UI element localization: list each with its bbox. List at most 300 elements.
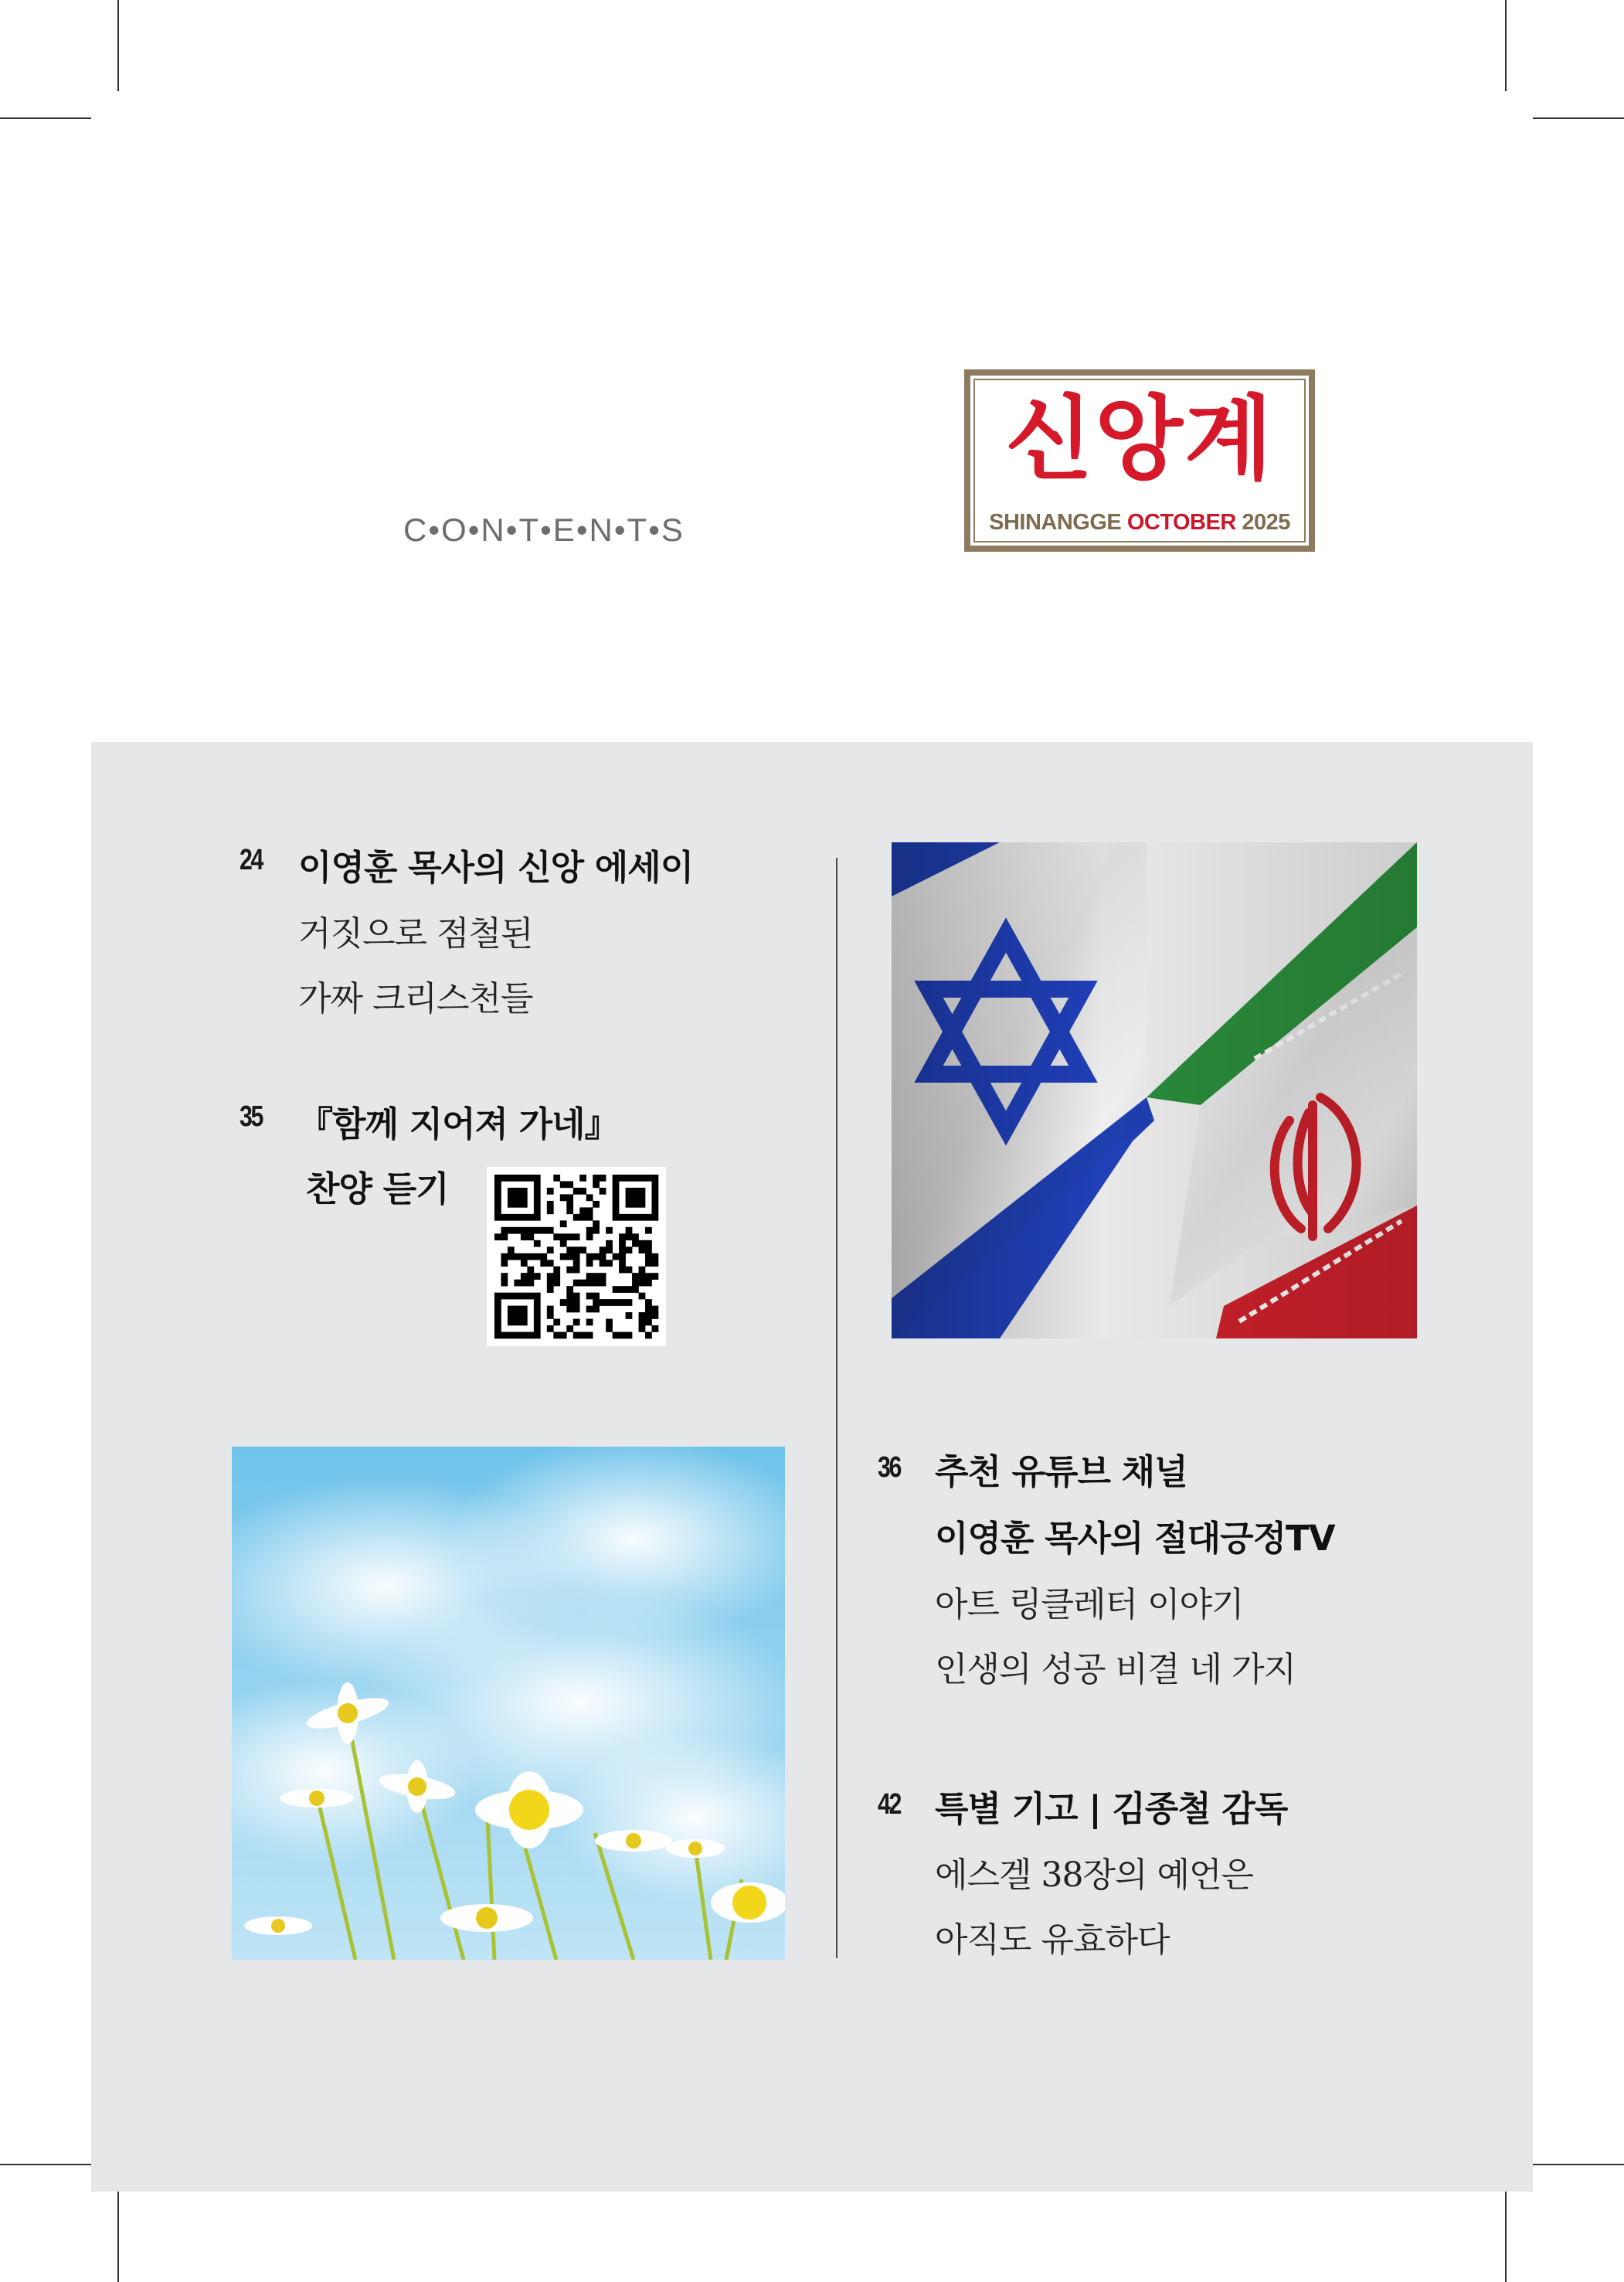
qr-module	[573, 1293, 580, 1300]
qr-module	[586, 1214, 593, 1221]
qr-module	[613, 1201, 620, 1208]
qr-module	[632, 1194, 639, 1201]
qr-module	[527, 1267, 534, 1274]
qr-module	[645, 1246, 652, 1253]
qr-module	[593, 1273, 600, 1280]
qr-module	[534, 1181, 541, 1188]
qr-module	[593, 1299, 600, 1306]
qr-module	[579, 1175, 586, 1182]
qr-module	[626, 1194, 633, 1201]
qr-module	[494, 1299, 501, 1306]
entry-subtitle-line: 에스겔 38장의 예언은	[935, 1855, 1253, 1895]
qr-module	[508, 1312, 515, 1319]
qr-module	[619, 1214, 626, 1221]
qr-module	[586, 1319, 593, 1326]
qr-module	[639, 1194, 646, 1201]
qr-module	[560, 1233, 567, 1240]
qr-module	[632, 1188, 639, 1195]
qr-module	[626, 1201, 633, 1208]
crop-mark-bl-v	[117, 2192, 119, 2282]
qr-module	[579, 1214, 586, 1221]
qr-module	[494, 1175, 501, 1182]
qr-module	[547, 1246, 554, 1253]
qr-module	[521, 1194, 528, 1201]
qr-module	[521, 1332, 528, 1339]
entry-heading[interactable]: 이영훈 목사의 신앙 에세이	[298, 847, 694, 888]
crop-mark-tr-v	[1505, 0, 1507, 91]
qr-module	[566, 1293, 573, 1300]
qr-module	[514, 1312, 521, 1319]
logo-month: OCTOBER	[1126, 510, 1236, 535]
qr-module	[560, 1181, 567, 1188]
qr-module	[593, 1201, 600, 1208]
qr-module	[606, 1227, 613, 1234]
qr-module	[573, 1188, 580, 1195]
entry-page-number: 35	[240, 1100, 263, 1133]
qr-module	[566, 1194, 573, 1201]
qr-module	[593, 1175, 600, 1182]
qr-module	[626, 1267, 633, 1274]
daisy-flowers-photo	[232, 1447, 785, 1960]
qr-module	[652, 1273, 659, 1280]
qr-module	[573, 1246, 580, 1253]
qr-module	[560, 1299, 567, 1306]
qr-module	[514, 1332, 521, 1339]
qr-module	[626, 1312, 633, 1319]
qr-module	[606, 1240, 613, 1247]
qr-module	[645, 1240, 652, 1247]
qr-code[interactable]	[487, 1167, 666, 1346]
qr-module	[652, 1175, 659, 1182]
entry-page-number: 42	[878, 1788, 901, 1821]
qr-module	[508, 1188, 515, 1195]
qr-module	[508, 1246, 515, 1253]
qr-module	[527, 1175, 534, 1182]
qr-module	[553, 1233, 560, 1240]
qr-module	[573, 1214, 580, 1221]
qr-module	[652, 1260, 659, 1267]
qr-module	[521, 1260, 528, 1267]
qr-module	[645, 1332, 652, 1339]
qr-module	[613, 1207, 620, 1214]
qr-module	[593, 1181, 600, 1188]
qr-module	[586, 1233, 593, 1240]
qr-module	[652, 1253, 659, 1260]
qr-module	[645, 1253, 652, 1260]
qr-module	[534, 1240, 541, 1247]
qr-module	[514, 1306, 521, 1313]
qr-module	[508, 1175, 515, 1182]
qr-module	[514, 1188, 521, 1195]
qr-module	[626, 1332, 633, 1339]
qr-module	[508, 1332, 515, 1339]
qr-module	[514, 1293, 521, 1300]
qr-module	[600, 1188, 606, 1195]
qr-module	[566, 1286, 573, 1293]
qr-module	[586, 1332, 593, 1339]
column-divider	[836, 858, 837, 1958]
qr-module	[514, 1214, 521, 1221]
entry-subtitle-line: 거짓으로 점철된	[298, 914, 533, 954]
qr-module	[645, 1280, 652, 1287]
qr-module	[521, 1201, 528, 1208]
qr-code-image	[487, 1167, 666, 1346]
qr-module	[547, 1207, 554, 1214]
qr-module	[508, 1253, 515, 1260]
qr-module	[494, 1312, 501, 1319]
qr-module	[645, 1214, 652, 1221]
qr-module	[521, 1227, 528, 1234]
qr-module	[566, 1253, 573, 1260]
qr-module	[527, 1253, 534, 1260]
qr-module	[606, 1299, 613, 1306]
qr-module	[508, 1319, 515, 1326]
qr-module	[600, 1280, 606, 1287]
qr-module	[534, 1207, 541, 1214]
qr-module	[527, 1273, 534, 1280]
qr-module	[586, 1253, 593, 1260]
entry-subtitle-line: 아트 링클레터 이야기	[935, 1585, 1244, 1624]
entry-page-number: 36	[878, 1451, 901, 1484]
qr-module	[514, 1175, 521, 1182]
qr-module	[613, 1188, 620, 1195]
qr-module	[547, 1273, 554, 1280]
qr-module	[521, 1293, 528, 1300]
qr-module	[613, 1214, 620, 1221]
qr-module	[501, 1214, 508, 1221]
qr-module	[521, 1188, 528, 1195]
qr-module	[639, 1188, 646, 1195]
qr-module	[501, 1253, 508, 1260]
qr-module	[645, 1299, 652, 1306]
qr-module	[527, 1332, 534, 1339]
qr-module	[613, 1194, 620, 1201]
crop-mark-br-h	[1533, 2164, 1624, 2165]
qr-module	[547, 1325, 554, 1332]
qr-module	[501, 1227, 508, 1234]
qr-module	[600, 1273, 606, 1280]
qr-module	[613, 1253, 620, 1260]
crop-mark-tl-v	[117, 0, 119, 91]
qr-module	[566, 1181, 573, 1188]
qr-module	[619, 1175, 626, 1182]
qr-module	[573, 1319, 580, 1326]
qr-module	[579, 1332, 586, 1339]
qr-module	[645, 1312, 652, 1319]
qr-module	[619, 1299, 626, 1306]
qr-module	[593, 1220, 600, 1227]
qr-module	[501, 1175, 508, 1182]
qr-module	[573, 1260, 580, 1267]
entry-heading[interactable]: 『함께 지어져 가네』	[298, 1104, 619, 1144]
qr-module	[566, 1299, 573, 1306]
contents-label: C•O•N•T•E•N•T•S	[403, 512, 685, 548]
qr-module	[501, 1332, 508, 1339]
qr-module	[508, 1214, 515, 1221]
qr-module	[639, 1319, 646, 1326]
qr-module	[626, 1246, 633, 1253]
qr-module	[586, 1293, 593, 1300]
qr-module	[527, 1280, 534, 1287]
qr-module	[645, 1260, 652, 1267]
qr-module	[593, 1253, 600, 1260]
qr-module	[613, 1299, 620, 1306]
qr-module	[593, 1293, 600, 1300]
qr-module	[652, 1194, 659, 1201]
qr-module	[540, 1253, 547, 1260]
qr-module	[626, 1175, 633, 1182]
qr-module	[547, 1227, 554, 1234]
qr-module	[534, 1188, 541, 1195]
qr-module	[632, 1286, 639, 1293]
qr-module	[606, 1325, 613, 1332]
qr-module	[494, 1214, 501, 1221]
qr-module	[514, 1319, 521, 1326]
qr-module	[652, 1312, 659, 1319]
qr-module	[547, 1306, 554, 1313]
qr-module	[573, 1267, 580, 1274]
qr-module	[540, 1227, 547, 1234]
qr-module	[639, 1325, 646, 1332]
qr-module	[645, 1306, 652, 1313]
qr-module	[613, 1332, 620, 1339]
qr-module	[573, 1233, 580, 1240]
qr-module	[547, 1260, 554, 1267]
qr-module	[652, 1325, 659, 1332]
qr-module	[534, 1227, 541, 1234]
qr-module	[501, 1280, 508, 1287]
qr-module	[521, 1319, 528, 1326]
qr-module	[514, 1194, 521, 1201]
qr-module	[626, 1188, 633, 1195]
qr-module	[566, 1201, 573, 1208]
qr-module	[508, 1293, 515, 1300]
qr-module	[534, 1319, 541, 1326]
qr-module	[501, 1233, 508, 1240]
qr-module	[508, 1227, 515, 1234]
qr-module	[606, 1246, 613, 1253]
qr-module	[619, 1253, 626, 1260]
qr-module	[626, 1227, 633, 1234]
qr-module	[553, 1319, 560, 1326]
entry-page-number: 24	[240, 844, 263, 876]
qr-module	[560, 1253, 567, 1260]
qr-module	[540, 1260, 547, 1267]
entry-heading-2[interactable]: 이영훈 목사의 절대긍정TV	[935, 1518, 1335, 1559]
qr-module	[521, 1280, 528, 1287]
qr-module	[494, 1233, 501, 1240]
qr-module	[534, 1293, 541, 1300]
qr-module	[632, 1233, 639, 1240]
qr-module	[553, 1332, 560, 1339]
qr-module	[553, 1267, 560, 1274]
qr-module	[619, 1286, 626, 1293]
qr-module	[566, 1233, 573, 1240]
qr-module	[521, 1306, 528, 1313]
qr-module	[501, 1273, 508, 1280]
qr-module	[600, 1253, 606, 1260]
qr-module	[534, 1175, 541, 1182]
qr-module	[534, 1332, 541, 1339]
qr-module	[534, 1214, 541, 1221]
qr-module	[521, 1233, 528, 1240]
qr-module	[652, 1181, 659, 1188]
qr-module	[573, 1253, 580, 1260]
qr-module	[527, 1293, 534, 1300]
crop-mark-bl-h	[0, 2164, 91, 2165]
qr-module	[534, 1299, 541, 1306]
qr-module	[547, 1188, 554, 1195]
qr-module	[645, 1273, 652, 1280]
qr-module	[586, 1207, 593, 1214]
qr-module	[613, 1286, 620, 1293]
qr-module	[494, 1188, 501, 1195]
qr-module	[521, 1273, 528, 1280]
qr-module	[547, 1312, 554, 1319]
logo-year: 2025	[1242, 510, 1290, 535]
qr-module	[494, 1319, 501, 1326]
qr-module	[566, 1246, 573, 1253]
qr-module	[645, 1319, 652, 1326]
qr-module	[639, 1201, 646, 1208]
qr-module	[593, 1280, 600, 1287]
qr-module	[534, 1201, 541, 1208]
logo-subtitle	[975, 510, 1304, 536]
qr-module	[566, 1306, 573, 1313]
qr-module	[573, 1280, 580, 1287]
qr-module	[652, 1207, 659, 1214]
qr-module	[560, 1240, 567, 1247]
qr-module	[639, 1267, 646, 1274]
qr-module	[494, 1207, 501, 1214]
qr-module	[494, 1332, 501, 1339]
qr-module	[494, 1194, 501, 1201]
qr-module	[547, 1201, 554, 1208]
qr-module	[579, 1246, 586, 1253]
qr-module	[632, 1273, 639, 1280]
qr-module	[613, 1175, 620, 1182]
qr-module	[566, 1267, 573, 1274]
qr-module	[534, 1253, 541, 1260]
qr-module	[566, 1207, 573, 1214]
qr-module	[639, 1240, 646, 1247]
qr-module	[521, 1175, 528, 1182]
qr-module	[639, 1246, 646, 1253]
qr-module	[639, 1175, 646, 1182]
qr-module	[619, 1246, 626, 1253]
qr-module	[645, 1227, 652, 1234]
qr-module	[586, 1260, 593, 1267]
entry-subtitle-line: 찬양 듣기	[306, 1168, 449, 1209]
entry-subtitle-line: 가짜 크리스천들	[298, 979, 533, 1019]
qr-module	[508, 1201, 515, 1208]
qr-module	[579, 1207, 586, 1214]
qr-module	[579, 1280, 586, 1287]
qr-module	[573, 1306, 580, 1313]
qr-module	[514, 1280, 521, 1287]
qr-module	[600, 1175, 606, 1182]
qr-module	[652, 1214, 659, 1221]
crop-mark-tr-h	[1533, 117, 1624, 119]
qr-module	[508, 1306, 515, 1313]
entry-heading[interactable]: 특별 기고 | 김종철 감독	[935, 1788, 1288, 1829]
qr-module	[534, 1194, 541, 1201]
qr-module	[593, 1227, 600, 1234]
qr-module	[619, 1240, 626, 1247]
qr-module	[639, 1293, 646, 1300]
qr-module	[639, 1214, 646, 1221]
qr-module	[632, 1201, 639, 1208]
qr-module	[632, 1280, 639, 1287]
entry-heading[interactable]: 추천 유튜브 채널	[935, 1451, 1187, 1492]
qr-module	[521, 1312, 528, 1319]
qr-module	[600, 1246, 606, 1253]
logo-brand: SHINANGGE	[989, 510, 1122, 535]
qr-module	[501, 1260, 508, 1267]
qr-module	[632, 1240, 639, 1247]
qr-module	[527, 1227, 534, 1234]
qr-module	[632, 1175, 639, 1182]
qr-module	[547, 1280, 554, 1287]
magazine-logo	[964, 369, 1315, 552]
qr-module	[606, 1319, 613, 1326]
qr-module	[560, 1220, 567, 1227]
qr-module	[613, 1181, 620, 1188]
crop-mark-tl-h	[0, 117, 91, 119]
qr-module	[632, 1214, 639, 1221]
qr-module	[619, 1260, 626, 1267]
qr-module	[573, 1299, 580, 1306]
qr-module	[619, 1267, 626, 1274]
qr-module	[606, 1260, 613, 1267]
qr-module	[560, 1332, 567, 1339]
qr-module	[501, 1293, 508, 1300]
qr-module	[652, 1201, 659, 1208]
qr-module	[560, 1194, 567, 1201]
qr-module	[626, 1286, 633, 1293]
qr-module	[586, 1280, 593, 1287]
qr-module	[586, 1227, 593, 1234]
qr-module	[626, 1233, 633, 1240]
qr-module	[553, 1280, 560, 1287]
qr-module	[619, 1332, 626, 1339]
logo-title: 신앙계	[1005, 386, 1274, 492]
qr-module	[619, 1233, 626, 1240]
entry-subtitle-line: 인생의 성공 비결 네 가지	[935, 1650, 1296, 1689]
qr-module	[645, 1175, 652, 1182]
qr-module	[534, 1325, 541, 1332]
qr-module	[626, 1214, 633, 1221]
qr-module	[639, 1312, 646, 1319]
qr-module	[652, 1306, 659, 1313]
qr-module	[494, 1325, 501, 1332]
qr-module	[534, 1312, 541, 1319]
qr-module	[547, 1286, 554, 1293]
qr-module	[514, 1201, 521, 1208]
qr-module	[527, 1233, 534, 1240]
qr-module	[586, 1306, 593, 1313]
qr-module	[514, 1253, 521, 1260]
qr-module	[553, 1175, 560, 1182]
qr-module	[514, 1227, 521, 1234]
qr-module	[494, 1201, 501, 1208]
qr-module	[586, 1273, 593, 1280]
qr-module	[639, 1280, 646, 1287]
qr-module	[626, 1299, 633, 1306]
israel-iran-flags-photo	[892, 842, 1417, 1338]
qr-module	[534, 1273, 541, 1280]
qr-module	[527, 1214, 534, 1221]
